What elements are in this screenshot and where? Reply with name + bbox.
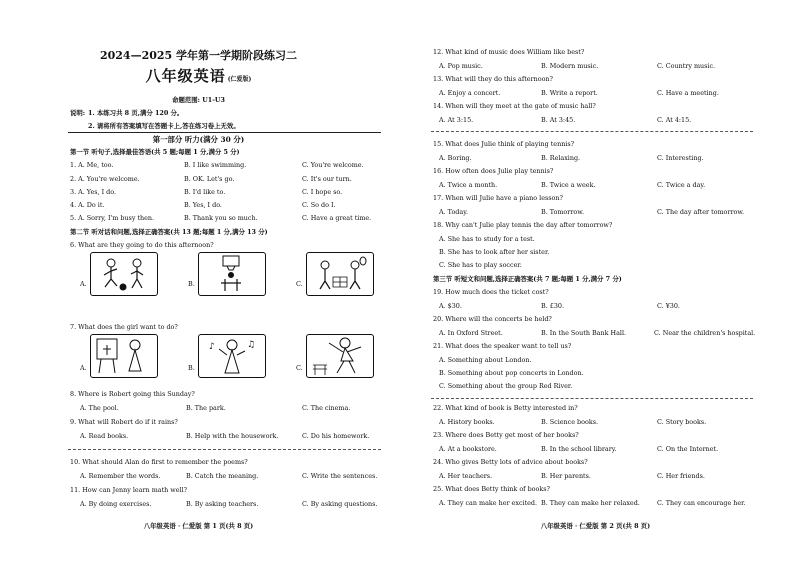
exam-subject-line — [0, 67, 397, 85]
q23-c: C. On the Internet. — [657, 445, 719, 453]
q2-b: B. OK. Let's go. — [184, 175, 235, 183]
q14-c: C. At 4:15. — [657, 116, 692, 124]
q4-b: B. Yes, I do. — [184, 201, 222, 209]
q9-b: B. Help with the housework. — [186, 432, 279, 440]
footer-page-1: 八年级英语 · 仁爱版 第 1 页(共 8 页) — [143, 522, 254, 530]
q3-c: C. I hope so. — [302, 188, 343, 196]
q18-question: 18. Why can't Julie play tennis the day after tomorrow? — [433, 221, 613, 229]
q10-a: A. Remember the words. — [80, 472, 161, 480]
q11-question: 11. How can Jenny learn math well? — [70, 486, 188, 494]
q12-b: B. Modern music. — [541, 62, 599, 70]
q25-a: A. They can make her excited. — [439, 499, 538, 507]
q6-label-c: C. — [296, 280, 303, 288]
q9-c: C. Do his homework. — [302, 432, 370, 440]
q2-c: C. It's our turn. — [302, 175, 352, 183]
section2-heading: 第二节 听对话和问题,选择正确答案(共 13 题;每题 1 分,满分 13 分) — [70, 228, 268, 236]
footer-page-2: 八年级英语 · 仁爱版 第 2 页(共 8 页) — [540, 522, 651, 530]
cut-line — [431, 398, 753, 399]
q11-b: B. By asking teachers. — [186, 500, 259, 508]
q12-a: A. Pop music. — [439, 62, 483, 70]
q13-a: A. Enjoy a concert. — [439, 89, 501, 97]
q25-b: B. They can make her relaxed. — [541, 499, 640, 507]
q16-a: A. Twice a month. — [439, 181, 498, 189]
q9-a: A. Read books. — [80, 432, 129, 440]
q10-question: 10. What should Alan do first to remember the poems? — [70, 458, 248, 466]
q5-c: C. Have a great time. — [302, 214, 372, 222]
q21-c: C. Something about the group Red River. — [439, 382, 573, 390]
svg-text:♪: ♪ — [209, 342, 215, 352]
q11-c: C. By asking questions. — [302, 500, 378, 508]
q23-a: A. At a bookstore. — [439, 445, 497, 453]
q5-a: 5. A. Sorry, I'm busy then. — [70, 214, 155, 222]
q6-picture-soccer — [90, 252, 158, 296]
q19-question: 19. How much does the ticket cost? — [433, 288, 549, 296]
q18-b: B. She has to look after her sister. — [439, 248, 550, 256]
q14-b: B. At 3:45. — [541, 116, 576, 124]
q6-question: 6. What are they going to do this afternoon? — [70, 241, 214, 249]
cut-line — [68, 449, 381, 450]
q21-a: A. Something about London. — [439, 356, 532, 364]
exam-title: 2024—2025 学年第一学期阶段练习二 — [99, 49, 298, 62]
q9-question: 9. What will Robert do if it rains? — [70, 418, 178, 426]
q20-a: A. In Oxford Street. — [439, 329, 503, 337]
q20-question: 20. Where will the concerts be held? — [433, 315, 552, 323]
q17-question: 17. When will Julie have a piano lesson? — [433, 194, 563, 202]
q20-c: C. Near the children's hospital. — [654, 329, 756, 337]
q13-c: C. Have a meeting. — [657, 89, 719, 97]
q4-a: 4. A. Do it. — [70, 201, 105, 209]
q4-c: C. So do I. — [302, 201, 336, 209]
page-2 — [397, 0, 794, 561]
q16-b: B. Twice a week. — [541, 181, 596, 189]
q15-c: C. Interesting. — [657, 154, 704, 162]
q24-c: C. Her friends. — [657, 472, 705, 480]
q20-b: B. In the South Bank Hall. — [541, 329, 627, 337]
instructions-line-1: 1. 本练习共 8 页,满分 120 分。 — [88, 109, 184, 117]
q15-a: A. Boring. — [439, 154, 472, 162]
q14-a: A. At 3:15. — [439, 116, 474, 124]
q17-b: B. Tomorrow. — [541, 208, 584, 216]
q7-picture-painting — [90, 334, 158, 378]
q16-c: C. Twice a day. — [657, 181, 706, 189]
q23-b: B. In the school library. — [541, 445, 617, 453]
section3-heading: 第三节 听短文和问题,选择正确答案(共 7 题;每题 1 分,满分 7 分) — [433, 275, 622, 283]
q6-picture-basketball — [198, 252, 266, 296]
q8-a: A. The pool. — [80, 404, 119, 412]
q7-picture-singing — [198, 334, 266, 378]
q1-c: C. You're welcome. — [302, 161, 364, 169]
q22-a: A. History books. — [439, 418, 495, 426]
q14-question: 14. When will they meet at the gate of music hall? — [433, 102, 596, 110]
q24-a: A. Her teachers. — [439, 472, 493, 480]
q19-c: C. ¥30. — [657, 302, 680, 310]
q19-a: A. $30. — [439, 302, 462, 310]
q24-question: 24. Who gives Betty lots of advice about books? — [433, 458, 588, 466]
section1-heading: 第一节 听句子,选择最佳答语(共 5 题;每题 1 分,满分 5 分) — [70, 148, 240, 156]
q8-b: B. The park. — [186, 404, 226, 412]
q22-question: 22. What kind of book is Betty interested in? — [433, 404, 578, 412]
q18-c: C. She has to play soccer. — [439, 261, 522, 269]
q16-question: 16. How often does Julie play tennis? — [433, 167, 554, 175]
q1-b: B. I like swimming. — [184, 161, 247, 169]
q15-question: 15. What does Julie think of playing tennis? — [433, 140, 575, 148]
cut-line — [431, 131, 753, 132]
q13-b: B. Write a report. — [541, 89, 598, 97]
q17-c: C. The day after tomorrow. — [657, 208, 745, 216]
q7-label-b: B. — [188, 364, 195, 372]
q3-b: B. I'd like to. — [184, 188, 226, 196]
q2-a: 2. A. You're welcome. — [70, 175, 140, 183]
q21-b: B. Something about pop concerts in London. — [439, 369, 584, 377]
svg-text:♫: ♫ — [247, 340, 256, 350]
q17-a: A. Today. — [439, 208, 468, 216]
q15-b: B. Relaxing. — [541, 154, 581, 162]
exam-subject: 八年级英语 — [145, 67, 226, 85]
q13-question: 13. What will they do this afternoon? — [433, 75, 553, 83]
q23-question: 23. Where does Betty get most of her books? — [433, 431, 579, 439]
q8-question: 8. Where is Robert going this Sunday? — [70, 390, 195, 398]
q7-picture-dancing — [306, 334, 374, 378]
instructions-line-2: 2. 请将所有答案填写在答题卡上,答在练习卷上无效。 — [88, 122, 240, 130]
q10-c: C. Write the sentences. — [302, 472, 378, 480]
q22-b: B. Science books. — [541, 418, 599, 426]
instructions-label: 说明: — [70, 109, 86, 117]
divider — [68, 132, 381, 133]
q8-c: C. The cinema. — [302, 404, 351, 412]
exam-edition: (仁爱版) — [227, 76, 252, 83]
exam-scope: 命题范围: U1-U3 — [172, 96, 225, 104]
q10-b: B. Catch the meaning. — [186, 472, 259, 480]
q18-a: A. She has to study for a test. — [439, 235, 535, 243]
q21-question: 21. What does the speaker want to tell us? — [433, 342, 572, 350]
q11-a: A. By doing exercises. — [80, 500, 152, 508]
q25-question: 25. What does Betty think of books? — [433, 485, 550, 493]
q24-b: B. Her parents. — [541, 472, 591, 480]
q5-b: B. Thank you so much. — [184, 214, 258, 222]
q12-question: 12. What kind of music does William like best? — [433, 48, 585, 56]
q7-label-c: C. — [296, 364, 303, 372]
q6-label-a: A. — [80, 280, 87, 288]
q3-a: 3. A. Yes, I do. — [70, 188, 117, 196]
q12-c: C. Country music. — [657, 62, 716, 70]
q1-a: 1. A. Me, too. — [70, 161, 114, 169]
q6-picture-tennis — [306, 252, 374, 296]
q22-c: C. Story books. — [657, 418, 707, 426]
q6-label-b: B. — [188, 280, 195, 288]
part1-heading: 第一部分 听力(满分 30 分) — [152, 135, 245, 144]
q25-c: C. They can encourage her. — [657, 499, 746, 507]
q7-question: 7. What does the girl want to do? — [70, 323, 178, 331]
q19-b: B. £30. — [541, 302, 564, 310]
q7-label-a: A. — [80, 364, 87, 372]
